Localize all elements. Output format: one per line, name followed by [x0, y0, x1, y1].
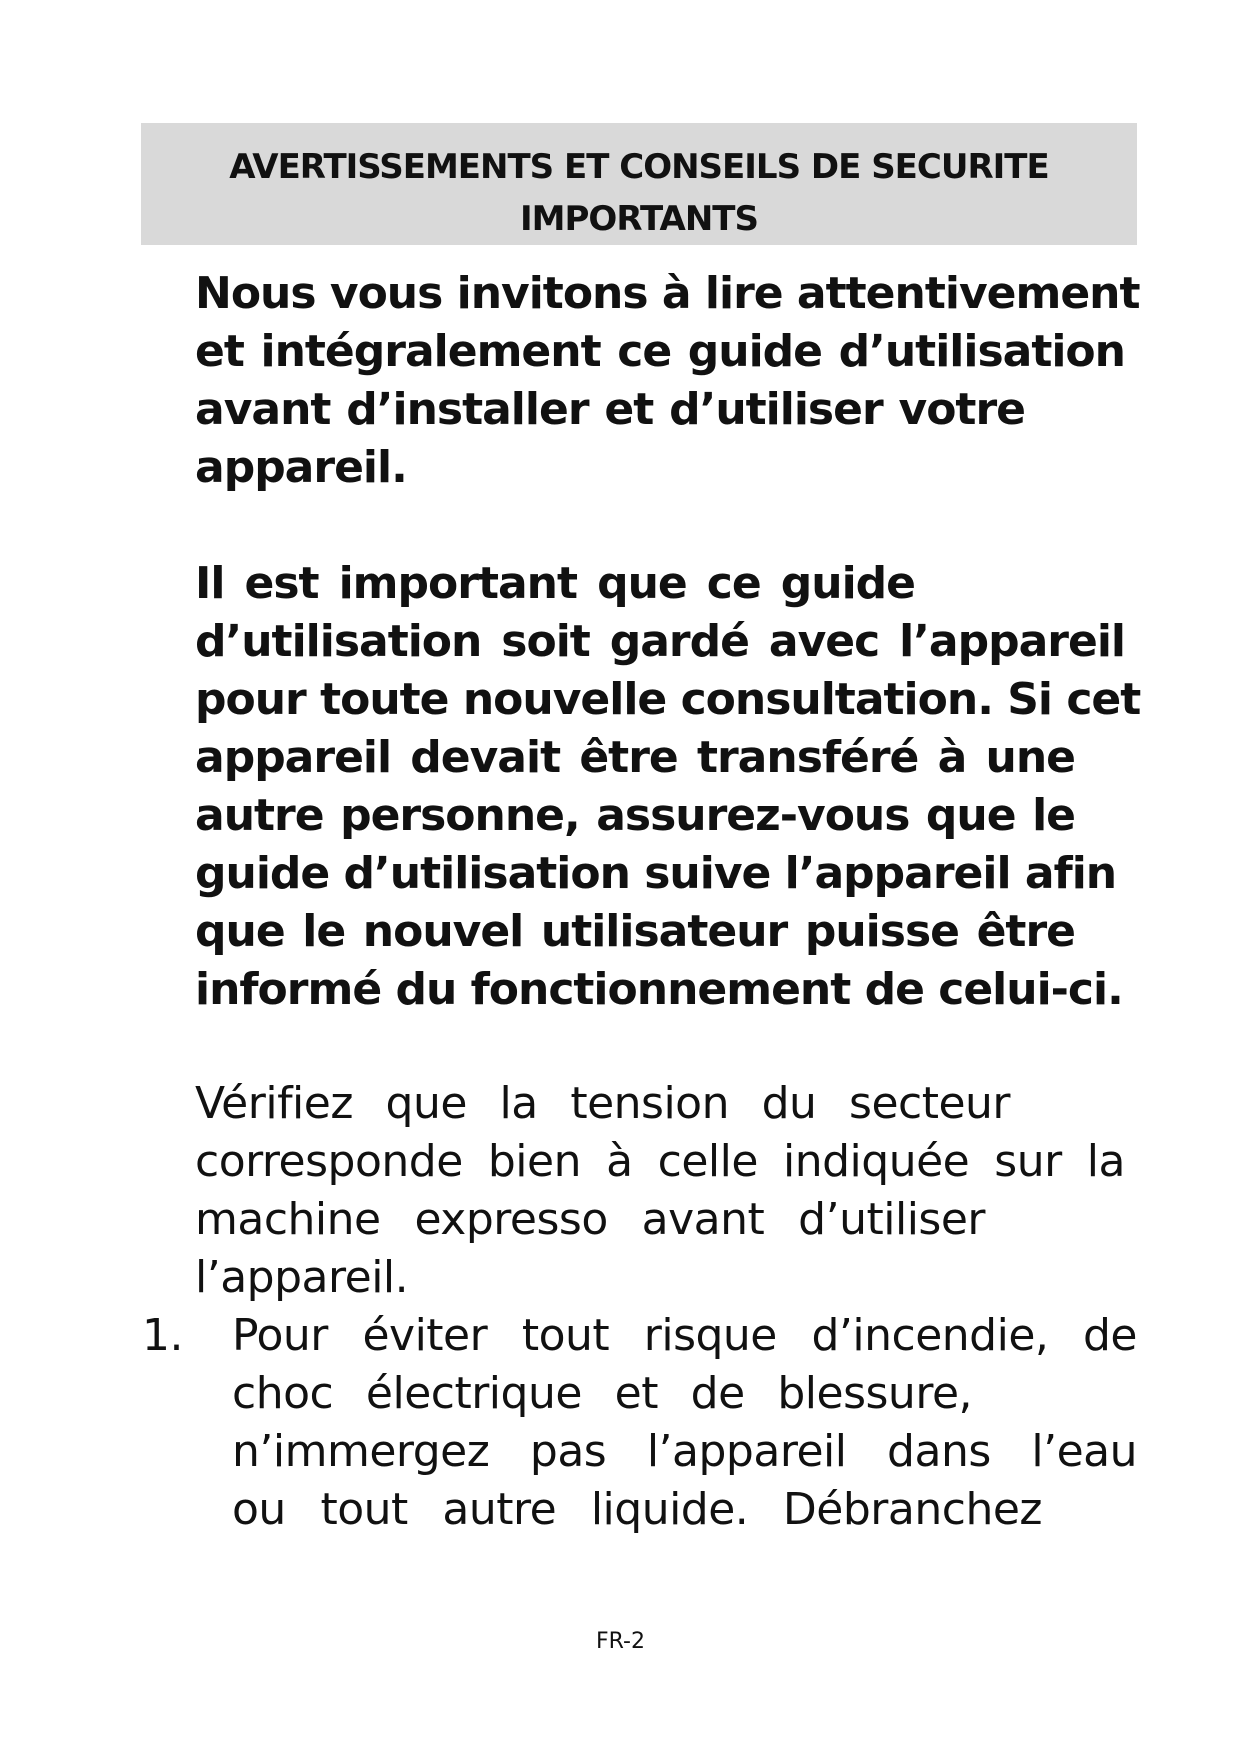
list-item-line: choc électrique et de blessure, — [232, 1368, 972, 1419]
list-item-line: n’immergez pas l’appareil dans l’eau — [232, 1426, 1137, 1477]
paragraph-line: Vérifiez que la tension du secteur — [195, 1078, 1010, 1129]
paragraph-line: guide d’utilisation suive l’appareil afin — [195, 848, 1117, 899]
paragraph-line: corresponde bien à celle indiquée sur la — [195, 1136, 1125, 1187]
paragraph-line: Il est important que ce guide — [195, 558, 915, 609]
paragraph-line: appareil devait être transféré à une — [195, 732, 1075, 783]
paragraph-line: l’appareil. — [195, 1252, 409, 1303]
paragraph-line: que le nouvel utilisateur puisse être — [195, 906, 1075, 957]
list-item-line: Pour éviter tout risque d’incendie, de — [232, 1310, 1137, 1361]
paragraph-line: informé du fonctionnement de celui-ci. — [195, 964, 1123, 1015]
page-number: FR-2 — [596, 1629, 645, 1654]
section-title-line-2: IMPORTANTS — [520, 199, 758, 239]
intro-paragraph — [195, 265, 1140, 497]
list-item-number: 1. — [142, 1310, 183, 1361]
paragraph-line: d’utilisation soit gardé avec l’appareil — [195, 616, 1125, 667]
paragraph-line: avant d’installer et d’utiliser votre — [195, 384, 1025, 435]
paragraph-line: et intégralement ce guide d’utilisation — [195, 326, 1125, 377]
section-header — [141, 123, 1137, 245]
paragraph-line: Nous vous invitons à lire attentivement — [195, 268, 1140, 319]
paragraph-line: appareil. — [195, 442, 407, 493]
paragraph-line: autre personne, assurez-vous que le — [195, 790, 1075, 841]
paragraph-line: pour toute nouvelle consultation. Si cet — [195, 674, 1141, 725]
paragraph-line: machine expresso avant d’utiliser — [195, 1194, 985, 1245]
list-item-line: ou tout autre liquide. Débranchez — [232, 1484, 1042, 1535]
keep-guide-paragraph — [195, 555, 1141, 1019]
list-item-body — [232, 1307, 1137, 1539]
section-title-line-1: AVERTISSEMENTS ET CONSEILS DE SECURITE — [229, 147, 1049, 187]
voltage-paragraph — [195, 1075, 1125, 1307]
